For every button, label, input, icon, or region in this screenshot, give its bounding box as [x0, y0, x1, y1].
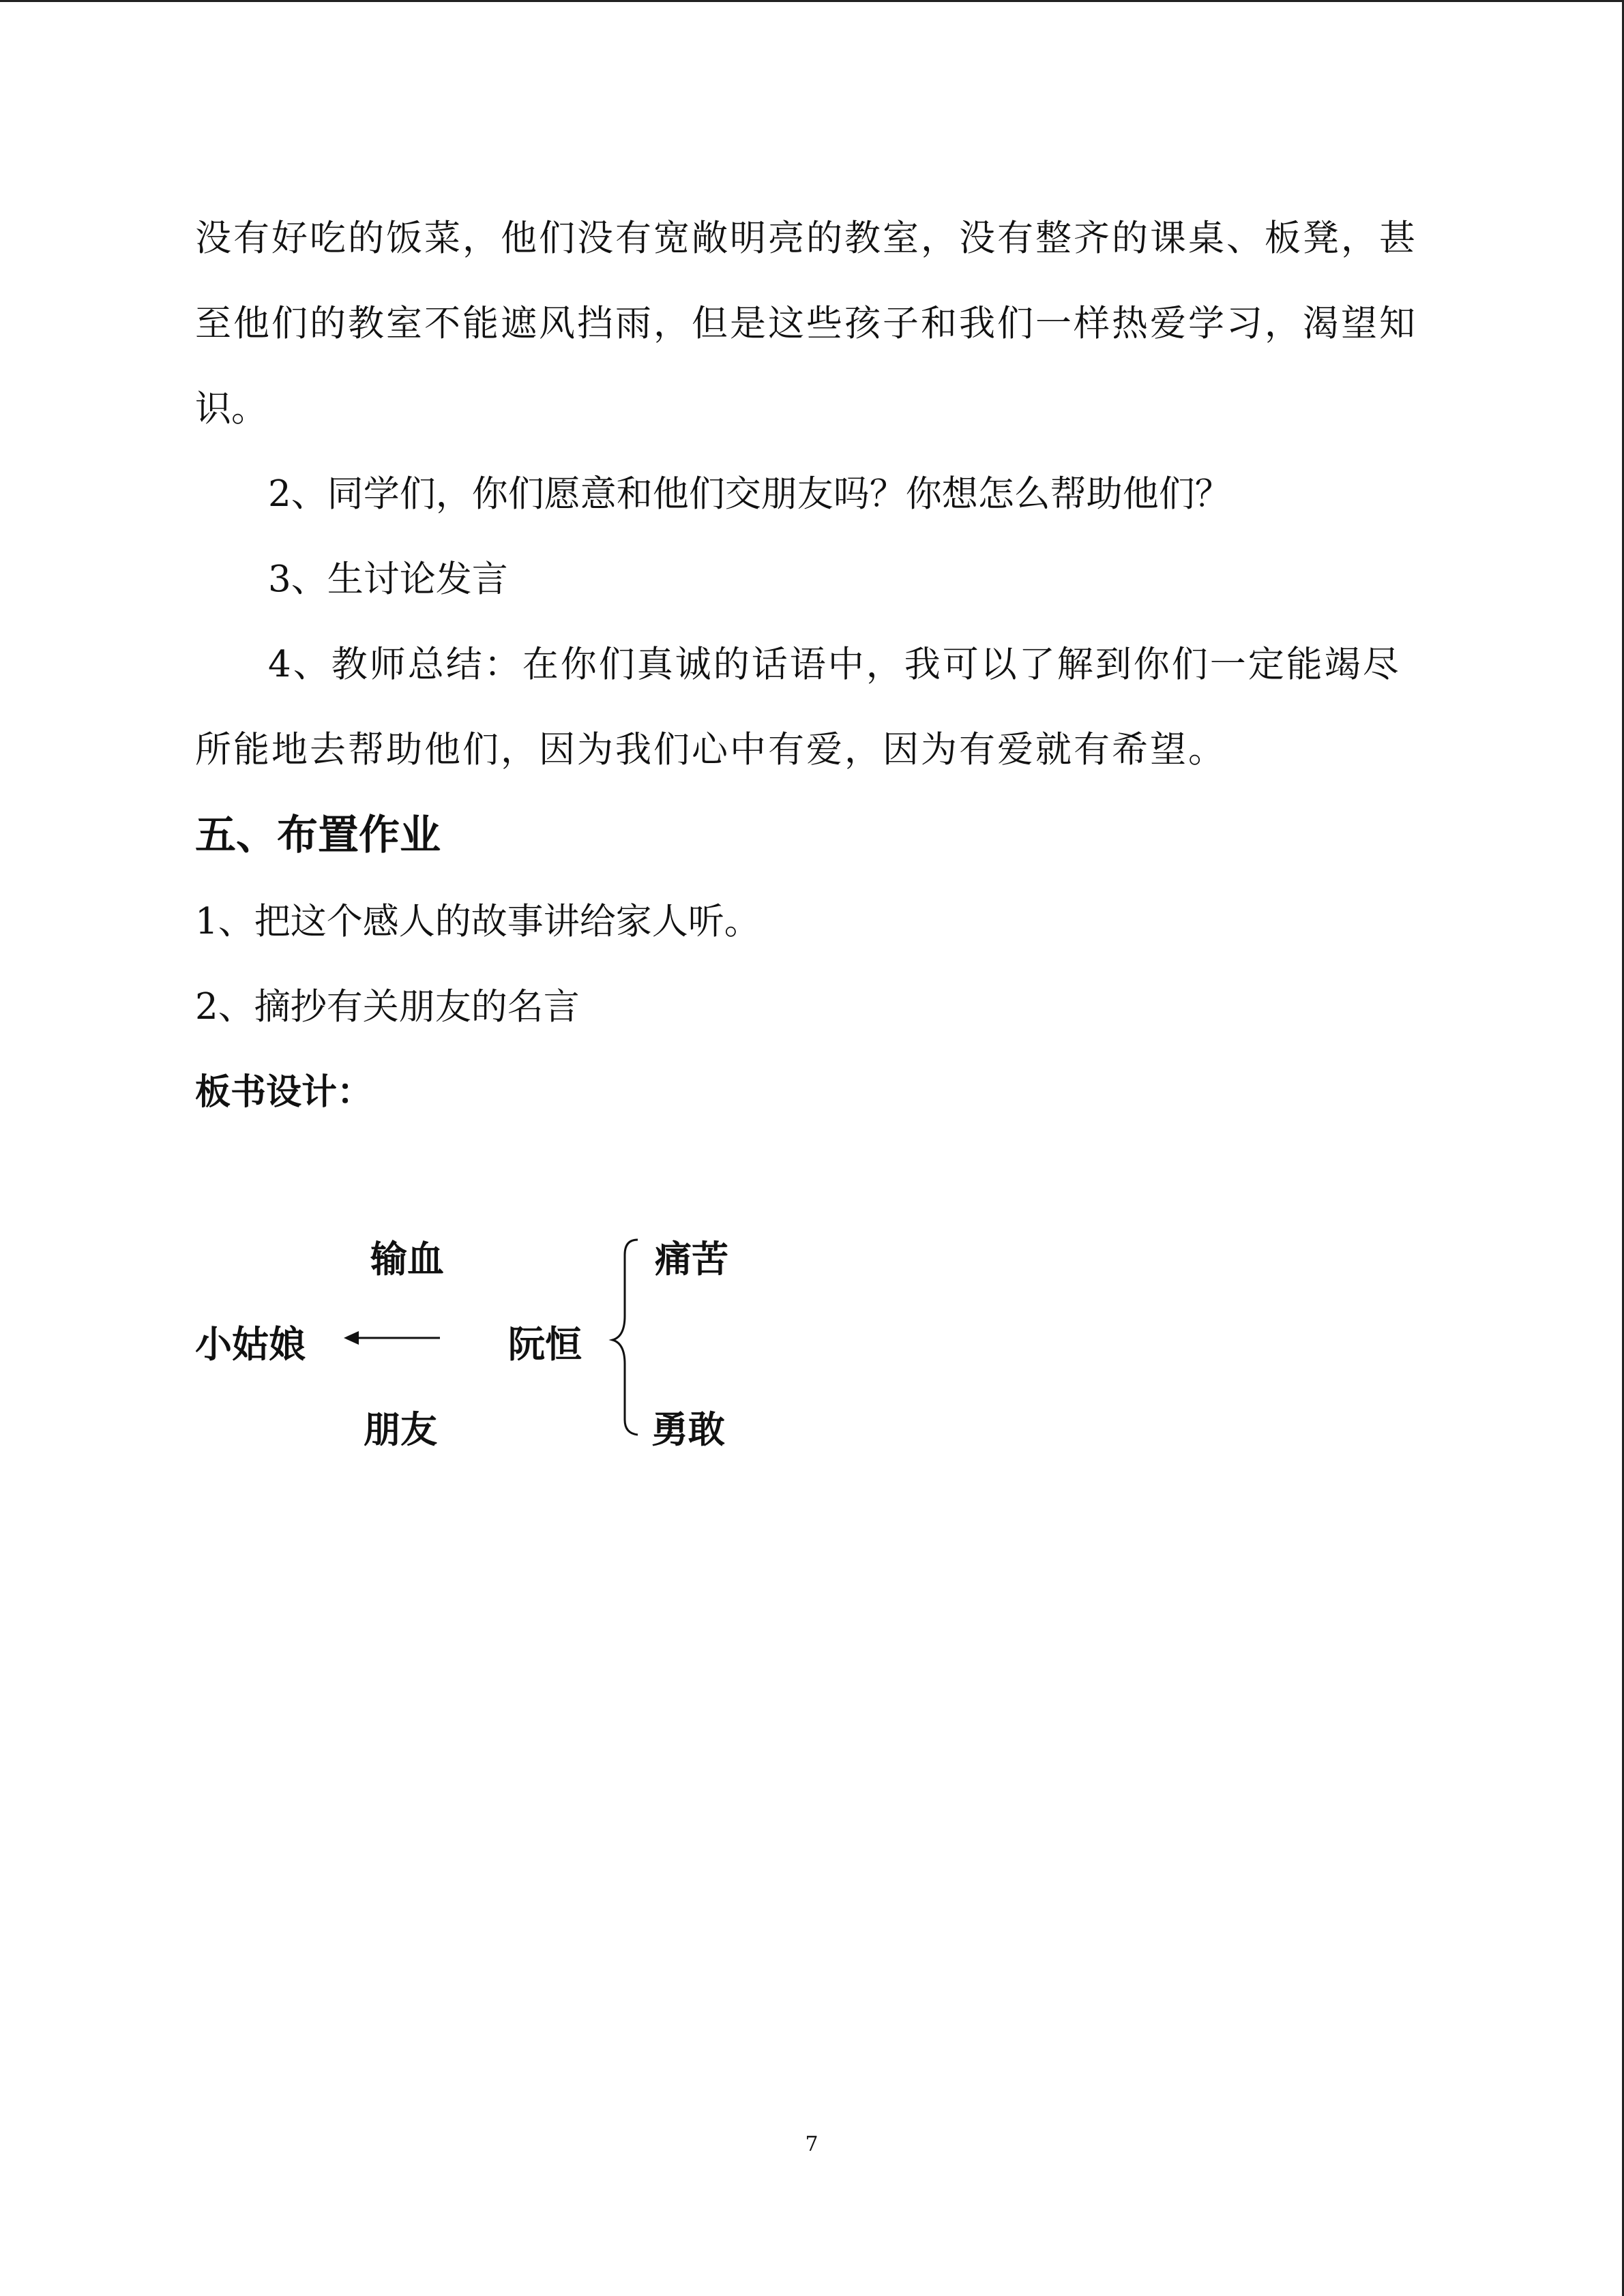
body-line-1: 没有好吃的饭菜，他们没有宽敞明亮的教室，没有整齐的课桌、板凳，甚	[195, 218, 1417, 259]
arrow-head-icon	[344, 1331, 359, 1345]
homework-item-2: 2、摘抄有关朋友的名言	[195, 986, 580, 1028]
page-number: 7	[805, 2132, 818, 2156]
body-line-3: 识。	[195, 388, 267, 430]
body-line-6: 4、教师总结：在你们真诚的话语中，我可以了解到你们一定能竭尽	[268, 644, 1401, 685]
homework-item-1: 1、把这个感人的故事讲给家人听。	[195, 901, 761, 942]
board-left-word: 小姑娘	[195, 1323, 306, 1366]
body-line-7: 所能地去帮助他们，因为我们心中有爱，因为有爱就有希望。	[195, 729, 1226, 771]
board-center-word: 阮恒	[508, 1323, 582, 1366]
board-branch-bottom: 勇敢	[651, 1408, 725, 1451]
board-upper-word: 输血	[370, 1238, 444, 1281]
board-branch-top: 痛苦	[655, 1238, 728, 1281]
section-title: 五、布置作业	[195, 811, 441, 859]
board-design-title: 板书设计：	[195, 1072, 373, 1113]
body-line-4: 2、同学们，你们愿意和他们交朋友吗？你想怎么帮助他们？	[268, 473, 1231, 515]
body-line-5: 3、生讨论发言	[268, 558, 508, 600]
body-line-2: 至他们的教室不能遮风挡雨，但是这些孩子和我们一样热爱学习，渴望知	[195, 303, 1417, 344]
board-lower-word: 朋友	[364, 1408, 437, 1451]
brace-icon	[612, 1240, 638, 1435]
